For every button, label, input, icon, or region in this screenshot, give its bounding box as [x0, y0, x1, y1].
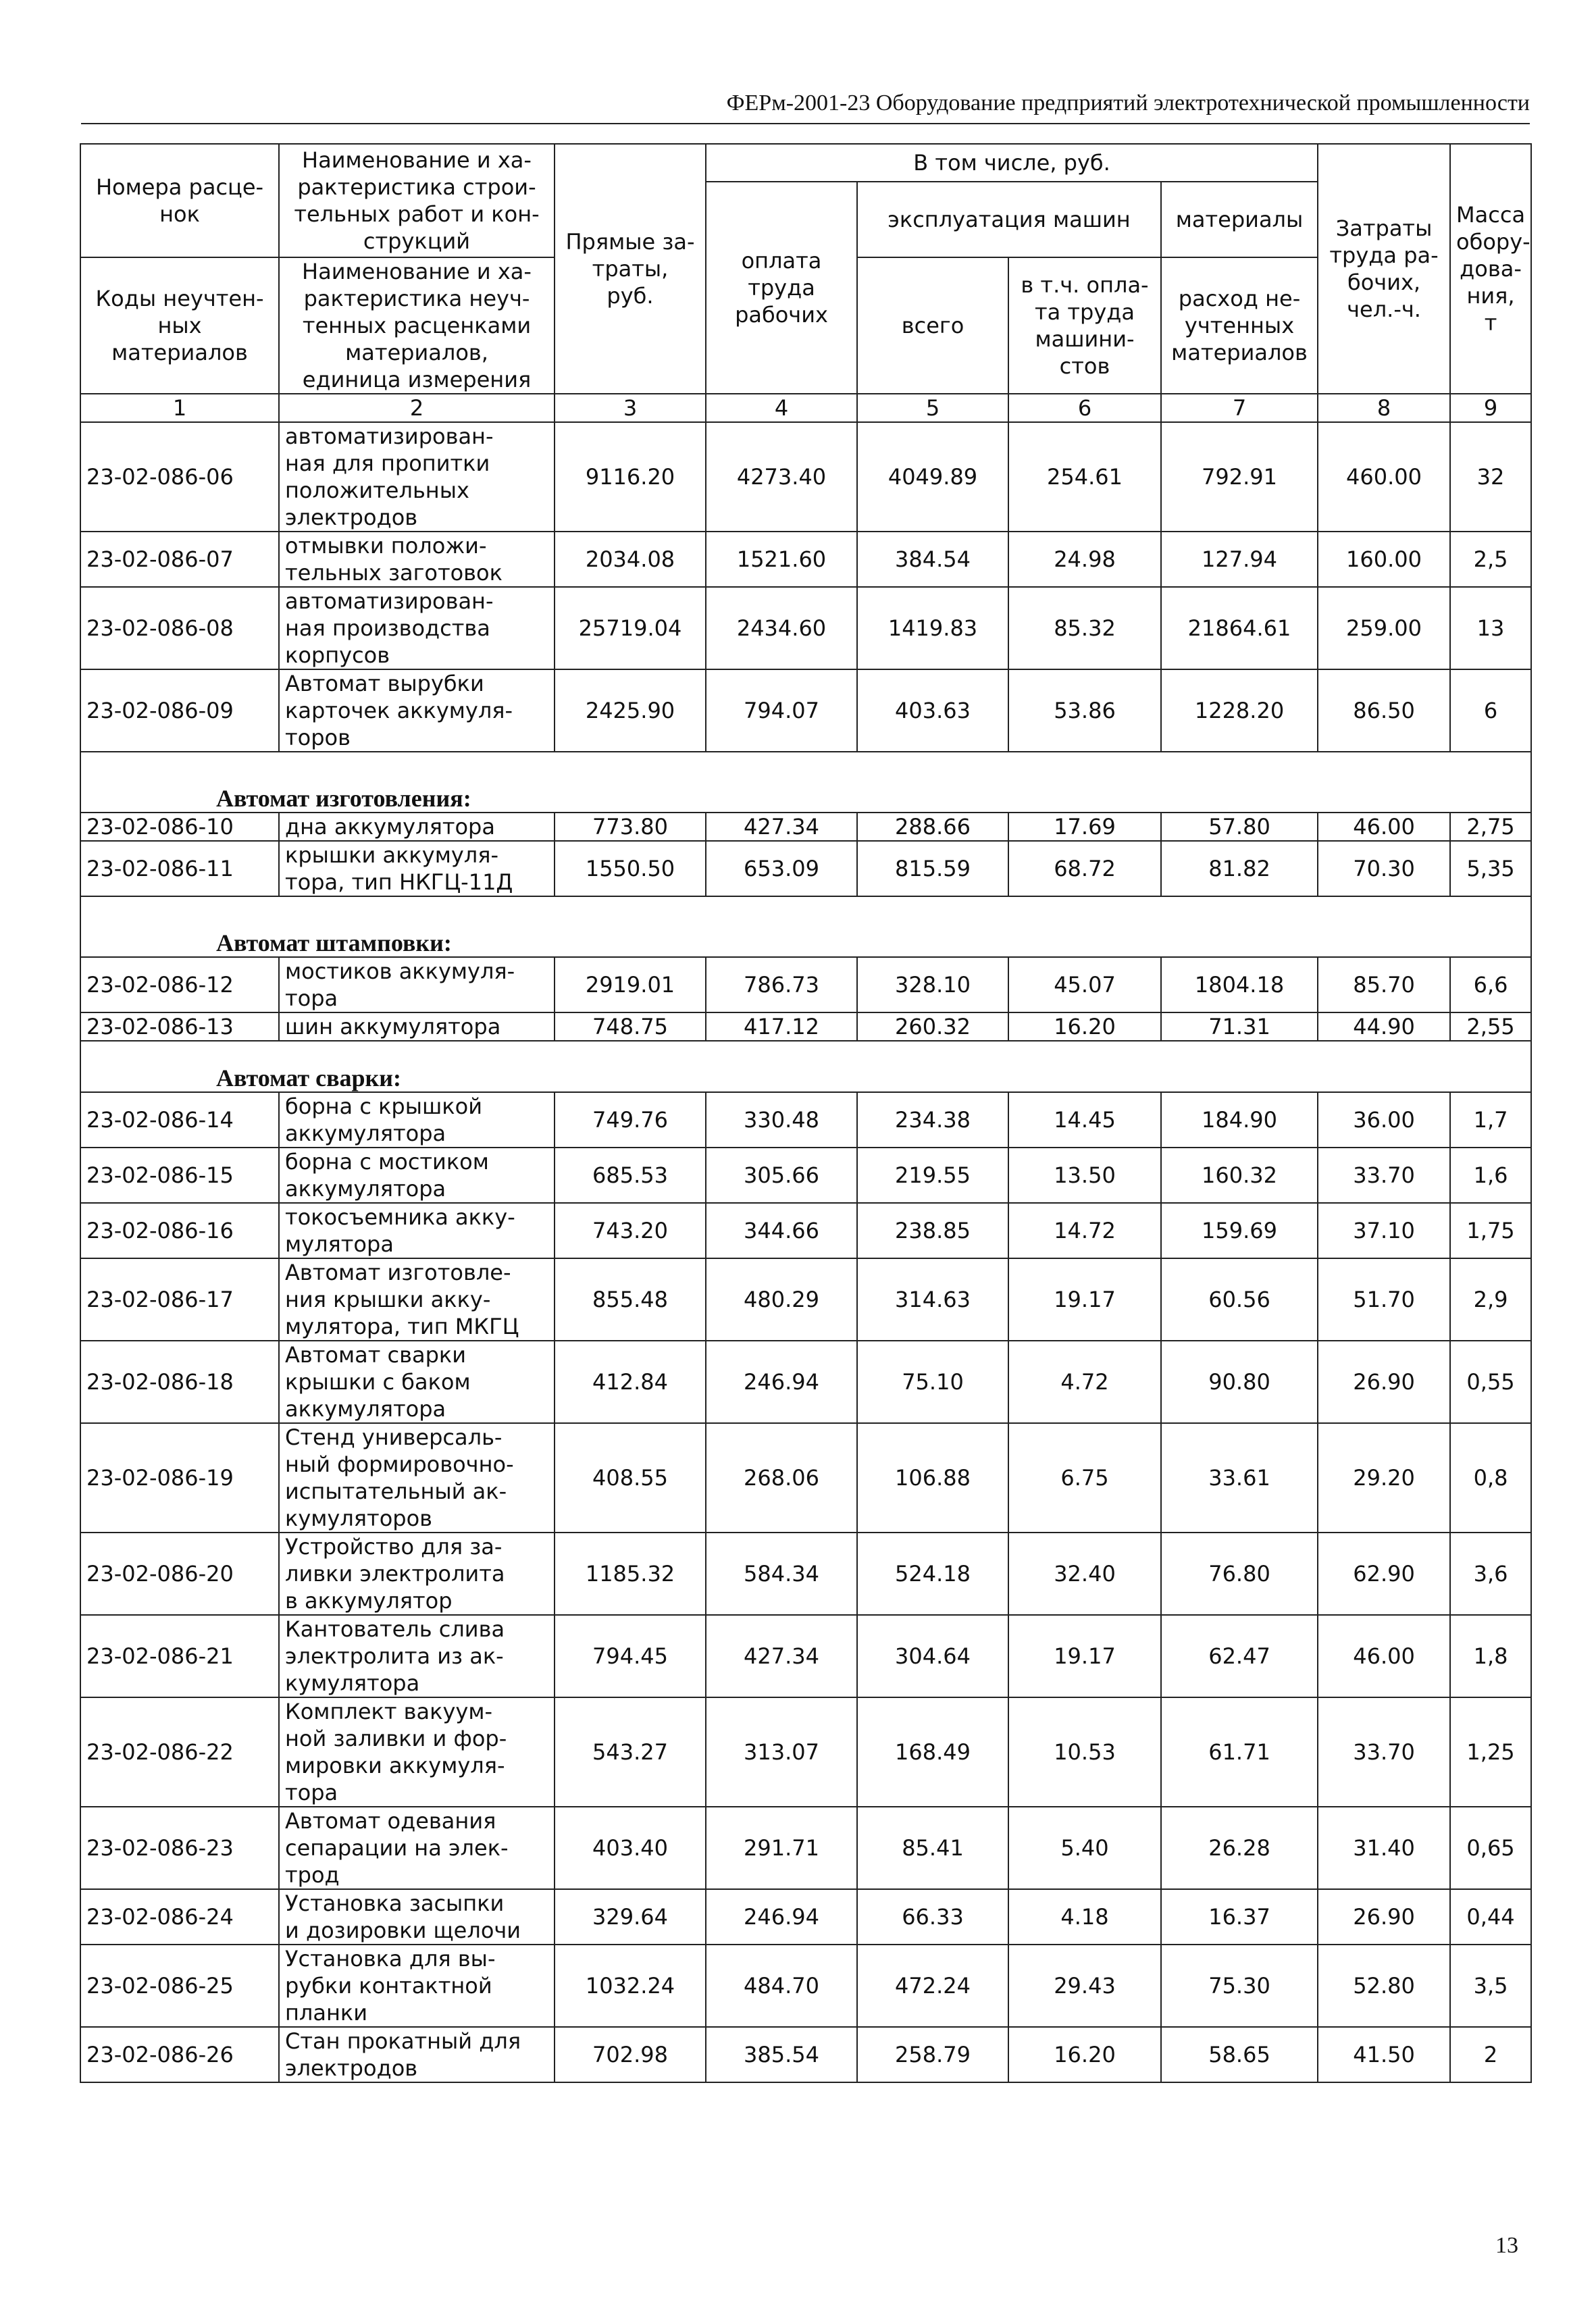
rate-code: 23-02-086-10 [80, 813, 279, 841]
workers-pay: 305.66 [706, 1148, 857, 1203]
workers-pay: 584.34 [706, 1533, 857, 1615]
table-row [80, 1697, 1531, 1807]
machines-total: 384.54 [857, 532, 1008, 587]
labor-cost: 44.90 [1318, 1012, 1450, 1041]
materials-cost: 16.37 [1161, 1889, 1318, 1945]
machines-total: 75.10 [857, 1341, 1008, 1423]
rate-name-line: кумулятора [285, 1670, 420, 1696]
rate-name-line: мировки аккумуля- [285, 1753, 505, 1778]
labor-cost: 46.00 [1318, 1615, 1450, 1697]
direct-costs: 1550.50 [555, 841, 706, 896]
rate-name [279, 1258, 555, 1341]
labor-cost: 36.00 [1318, 1092, 1450, 1148]
rate-code: 23-02-086-18 [80, 1341, 279, 1423]
materials-cost: 57.80 [1161, 813, 1318, 841]
machinists-pay: 68.72 [1008, 841, 1161, 896]
machines-total: 106.88 [857, 1423, 1008, 1533]
workers-pay: 385.54 [706, 2027, 857, 2082]
table-row [80, 957, 1531, 1012]
rows-group-d [80, 1092, 1531, 2082]
table-row [80, 1012, 1531, 1041]
direct-costs: 329.64 [555, 1889, 706, 1945]
rate-name-line: аккумулятора [285, 1121, 446, 1146]
direct-costs: 2425.90 [555, 669, 706, 752]
table-row [80, 1258, 1531, 1341]
rate-code: 23-02-086-23 [80, 1807, 279, 1889]
header-materials: материалы [1161, 182, 1318, 257]
machinists-pay: 85.32 [1008, 587, 1161, 669]
rate-name [279, 1697, 555, 1807]
header-material-codes: Коды неучтен- ных материалов [80, 257, 279, 394]
machines-total: 472.24 [857, 1945, 1008, 2027]
machinists-pay: 16.20 [1008, 2027, 1161, 2082]
machinists-pay: 14.45 [1008, 1092, 1161, 1148]
rate-code: 23-02-086-11 [80, 841, 279, 896]
rate-name-line: ной заливки и фор- [285, 1726, 507, 1751]
rate-code: 23-02-086-26 [80, 2027, 279, 2082]
header-machinists-pay: в т.ч. опла- та труда машини- стов [1008, 257, 1161, 394]
rate-name-line: аккумулятора [285, 1176, 446, 1202]
direct-costs: 685.53 [555, 1148, 706, 1203]
rate-name-line: в аккумулятор [285, 1588, 453, 1614]
direct-costs: 743.20 [555, 1203, 706, 1258]
workers-pay: 313.07 [706, 1697, 857, 1807]
materials-cost: 33.61 [1161, 1423, 1318, 1533]
page-title: ФЕРм-2001-23 Оборудование предприятий электротехнической промышленности [726, 91, 1530, 115]
rate-name-line: Стенд универсаль- [285, 1424, 503, 1450]
rate-name-line: Автомат вырубки [285, 671, 484, 696]
direct-costs: 412.84 [555, 1341, 706, 1423]
rate-name-line: электродов [285, 2055, 418, 2081]
labor-cost: 259.00 [1318, 587, 1450, 669]
direct-costs: 403.40 [555, 1807, 706, 1889]
machinists-pay: 254.61 [1008, 422, 1161, 532]
rate-name-line: тора, тип НКГЦ-11Д [285, 869, 513, 895]
equipment-mass: 6,6 [1450, 957, 1531, 1012]
machines-total: 304.64 [857, 1615, 1008, 1697]
equipment-mass: 0,55 [1450, 1341, 1531, 1423]
rate-name-line: Устройство для за- [285, 1534, 503, 1560]
direct-costs: 702.98 [555, 2027, 706, 2082]
rate-name-line: карточек аккумуля- [285, 698, 513, 723]
machines-total: 219.55 [857, 1148, 1008, 1203]
table-row [80, 422, 1531, 532]
rate-name-line: автоматизирован- [285, 423, 494, 449]
rate-name-line: крышки аккумуля- [285, 842, 499, 868]
equipment-mass: 2,55 [1450, 1012, 1531, 1041]
rate-code: 23-02-086-25 [80, 1945, 279, 2027]
machines-total: 1419.83 [857, 587, 1008, 669]
rate-name-line: мулятора [285, 1231, 394, 1257]
machines-total: 288.66 [857, 813, 1008, 841]
header-labor: Затраты труда ра- бочих, чел.-ч. [1318, 144, 1450, 394]
materials-cost: 160.32 [1161, 1148, 1318, 1203]
header-codes: Номера расце- нок [80, 144, 279, 257]
workers-pay: 484.70 [706, 1945, 857, 2027]
section-heading: Автомат штамповки: [80, 896, 1531, 957]
labor-cost: 26.90 [1318, 1341, 1450, 1423]
header-workers-pay: оплата труда рабочих [706, 182, 857, 394]
rate-name [279, 422, 555, 532]
rate-name [279, 841, 555, 896]
direct-costs: 2034.08 [555, 532, 706, 587]
rate-name [279, 1615, 555, 1697]
table-row [80, 1945, 1531, 2027]
rate-name-line: рубки контактной [285, 1973, 492, 1999]
rate-name-line: мулятора, тип МКГЦ [285, 1314, 519, 1339]
rate-name [279, 1889, 555, 1945]
rate-name [279, 1423, 555, 1533]
direct-costs: 855.48 [555, 1258, 706, 1341]
equipment-mass: 3,5 [1450, 1945, 1531, 2027]
rate-name-line: автоматизирован- [285, 588, 494, 614]
rate-name-line: тора [285, 1780, 338, 1805]
rate-name-line: Стан прокатный для [285, 2028, 521, 2054]
labor-cost: 33.70 [1318, 1148, 1450, 1203]
rate-name-line: испытательный ак- [285, 1479, 507, 1504]
rate-name-line: кумуляторов [285, 1506, 433, 1531]
header-incl: В том числе, руб. [706, 144, 1318, 182]
rate-code: 23-02-086-12 [80, 957, 279, 1012]
rate-name-line: корпусов [285, 642, 390, 668]
rate-name-line: ная производства [285, 615, 490, 641]
direct-costs: 1032.24 [555, 1945, 706, 2027]
equipment-mass: 1,8 [1450, 1615, 1531, 1697]
rate-name-line: дна аккумулятора [285, 814, 495, 840]
table-row [80, 1092, 1531, 1148]
labor-cost: 52.80 [1318, 1945, 1450, 2027]
rate-name-line: Установка для вы- [285, 1946, 496, 1972]
materials-cost: 76.80 [1161, 1533, 1318, 1615]
direct-costs: 749.76 [555, 1092, 706, 1148]
rate-code: 23-02-086-19 [80, 1423, 279, 1533]
workers-pay: 330.48 [706, 1092, 857, 1148]
rate-name [279, 532, 555, 587]
rate-name-line: шин аккумулятора [285, 1014, 501, 1039]
rate-code: 23-02-086-07 [80, 532, 279, 587]
equipment-mass: 1,75 [1450, 1203, 1531, 1258]
machines-total: 815.59 [857, 841, 1008, 896]
rate-name-line: мостиков аккумуля- [285, 958, 515, 984]
machinists-pay: 45.07 [1008, 957, 1161, 1012]
rate-name-line: отмывки положи- [285, 533, 487, 559]
workers-pay: 786.73 [706, 957, 857, 1012]
table-row [80, 1203, 1531, 1258]
rate-code: 23-02-086-14 [80, 1092, 279, 1148]
header-machines-total: всего [857, 257, 1008, 394]
equipment-mass: 2 [1450, 2027, 1531, 2082]
rate-code: 23-02-086-16 [80, 1203, 279, 1258]
machinists-pay: 53.86 [1008, 669, 1161, 752]
materials-cost: 60.56 [1161, 1258, 1318, 1341]
rate-name-line: положительных [285, 478, 469, 503]
labor-cost: 37.10 [1318, 1203, 1450, 1258]
rate-name-line: сепарации на элек- [285, 1835, 509, 1861]
rate-code: 23-02-086-13 [80, 1012, 279, 1041]
machines-total: 403.63 [857, 669, 1008, 752]
materials-cost: 62.47 [1161, 1615, 1318, 1697]
machinists-pay: 24.98 [1008, 532, 1161, 587]
rate-name-line: ная для пропитки [285, 451, 490, 476]
table-row [80, 1807, 1531, 1889]
materials-cost: 1228.20 [1161, 669, 1318, 752]
rate-name-line: электродов [285, 505, 418, 530]
direct-costs: 748.75 [555, 1012, 706, 1041]
workers-pay: 246.94 [706, 1341, 857, 1423]
header-direct-costs: Прямые за- траты, руб. [555, 144, 706, 394]
rate-name-line: ный формировочно- [285, 1451, 514, 1477]
rate-name [279, 1092, 555, 1148]
rate-name [279, 1012, 555, 1041]
table-row [80, 2027, 1531, 2082]
header-material-name: Наименование и ха- рактеристика неуч- тенных расценками материалов, единица измерения [279, 257, 555, 394]
labor-cost: 41.50 [1318, 2027, 1450, 2082]
rate-code: 23-02-086-15 [80, 1148, 279, 1203]
direct-costs: 543.27 [555, 1697, 706, 1807]
materials-cost: 58.65 [1161, 2027, 1318, 2082]
table-row [80, 841, 1531, 896]
table-row [80, 1533, 1531, 1615]
equipment-mass: 2,9 [1450, 1258, 1531, 1341]
workers-pay: 480.29 [706, 1258, 857, 1341]
rate-name-line: тельных заготовок [285, 560, 503, 586]
page-header [81, 89, 1530, 124]
machinists-pay: 29.43 [1008, 1945, 1161, 2027]
workers-pay: 417.12 [706, 1012, 857, 1041]
machinists-pay: 13.50 [1008, 1148, 1161, 1203]
machinists-pay: 14.72 [1008, 1203, 1161, 1258]
equipment-mass: 3,6 [1450, 1533, 1531, 1615]
rate-name [279, 1148, 555, 1203]
machines-total: 258.79 [857, 2027, 1008, 2082]
materials-cost: 71.31 [1161, 1012, 1318, 1041]
rate-code: 23-02-086-09 [80, 669, 279, 752]
table-row [80, 1423, 1531, 1533]
table-row [80, 1148, 1531, 1203]
workers-pay: 427.34 [706, 813, 857, 841]
rate-name [279, 1533, 555, 1615]
header-name: Наименование и ха- рактеристика строи- тельных работ и кон- струкций [279, 144, 555, 257]
rate-name-line: борна с крышкой [285, 1094, 482, 1119]
rate-code: 23-02-086-08 [80, 587, 279, 669]
equipment-mass: 2,75 [1450, 813, 1531, 841]
rate-name [279, 1945, 555, 2027]
labor-cost: 29.20 [1318, 1423, 1450, 1533]
rate-name [279, 669, 555, 752]
machinists-pay: 4.18 [1008, 1889, 1161, 1945]
rate-name-line: Автомат одевания [285, 1808, 496, 1834]
rate-code: 23-02-086-17 [80, 1258, 279, 1341]
rate-name-line: трод [285, 1862, 340, 1888]
equipment-mass: 5,35 [1450, 841, 1531, 896]
workers-pay: 427.34 [706, 1615, 857, 1697]
workers-pay: 268.06 [706, 1423, 857, 1533]
materials-cost: 184.90 [1161, 1092, 1318, 1148]
machinists-pay: 4.72 [1008, 1341, 1161, 1423]
rate-code: 23-02-086-21 [80, 1615, 279, 1697]
direct-costs: 794.45 [555, 1615, 706, 1697]
rate-name [279, 587, 555, 669]
machines-total: 234.38 [857, 1092, 1008, 1148]
machinists-pay: 10.53 [1008, 1697, 1161, 1807]
rate-name-line: крышки с баком [285, 1369, 471, 1395]
rate-name-line: торов [285, 725, 351, 750]
labor-cost: 51.70 [1318, 1258, 1450, 1341]
labor-cost: 33.70 [1318, 1697, 1450, 1807]
labor-cost: 31.40 [1318, 1807, 1450, 1889]
labor-cost: 86.50 [1318, 669, 1450, 752]
rate-name-line: токосъемника акку- [285, 1204, 515, 1230]
rate-name-line: Кантователь слива [285, 1616, 505, 1642]
direct-costs: 9116.20 [555, 422, 706, 532]
rate-name-line: ливки электролита [285, 1561, 505, 1587]
equipment-mass: 1,25 [1450, 1697, 1531, 1807]
labor-cost: 46.00 [1318, 813, 1450, 841]
table-row [80, 813, 1531, 841]
equipment-mass: 2,5 [1450, 532, 1531, 587]
rate-name [279, 813, 555, 841]
equipment-mass: 1,7 [1450, 1092, 1531, 1148]
machinists-pay: 19.17 [1008, 1258, 1161, 1341]
rate-code: 23-02-086-22 [80, 1697, 279, 1807]
direct-costs: 773.80 [555, 813, 706, 841]
rows-group-b [80, 813, 1531, 896]
workers-pay: 344.66 [706, 1203, 857, 1258]
materials-cost: 159.69 [1161, 1203, 1318, 1258]
rate-name-line: Автомат сварки [285, 1342, 467, 1368]
machinists-pay: 17.69 [1008, 813, 1161, 841]
machines-total: 66.33 [857, 1889, 1008, 1945]
materials-cost: 26.28 [1161, 1807, 1318, 1889]
equipment-mass: 13 [1450, 587, 1531, 669]
materials-cost: 127.94 [1161, 532, 1318, 587]
table-row [80, 587, 1531, 669]
rows-group-a [80, 422, 1531, 752]
rate-name-line: и дозировки щелочи [285, 1918, 521, 1943]
labor-cost: 160.00 [1318, 532, 1450, 587]
materials-cost: 21864.61 [1161, 587, 1318, 669]
workers-pay: 794.07 [706, 669, 857, 752]
materials-cost: 81.82 [1161, 841, 1318, 896]
rate-name-line: электролита из ак- [285, 1643, 504, 1669]
materials-cost: 792.91 [1161, 422, 1318, 532]
machines-total: 238.85 [857, 1203, 1008, 1258]
header-mass: Масса обору- дова- ния, т [1450, 144, 1531, 394]
equipment-mass: 1,6 [1450, 1148, 1531, 1203]
rate-code: 23-02-086-20 [80, 1533, 279, 1615]
machines-total: 260.32 [857, 1012, 1008, 1041]
table-row [80, 1615, 1531, 1697]
table-row [80, 1889, 1531, 1945]
rate-name [279, 1203, 555, 1258]
materials-cost: 1804.18 [1161, 957, 1318, 1012]
machines-total: 328.10 [857, 957, 1008, 1012]
labor-cost: 85.70 [1318, 957, 1450, 1012]
section-heading: Автомат сварки: [80, 1041, 1531, 1092]
equipment-mass: 0,65 [1450, 1807, 1531, 1889]
rate-name [279, 1807, 555, 1889]
machinists-pay: 6.75 [1008, 1423, 1161, 1533]
rates-table [80, 143, 1532, 2083]
rate-name-line: тора [285, 985, 338, 1011]
labor-cost: 26.90 [1318, 1889, 1450, 1945]
header-materials-consumption: расход не- учтенных материалов [1161, 257, 1318, 394]
rate-name-line: ния крышки акку- [285, 1287, 491, 1312]
equipment-mass: 6 [1450, 669, 1531, 752]
direct-costs: 408.55 [555, 1423, 706, 1533]
workers-pay: 653.09 [706, 841, 857, 896]
machinists-pay: 16.20 [1008, 1012, 1161, 1041]
materials-cost: 61.71 [1161, 1697, 1318, 1807]
machinists-pay: 19.17 [1008, 1615, 1161, 1697]
machines-total: 168.49 [857, 1697, 1008, 1807]
column-numbers-row: 1 2 3 4 5 6 7 8 9 [80, 394, 1531, 422]
equipment-mass: 32 [1450, 422, 1531, 532]
section-heading: Автомат изготовления: [80, 752, 1531, 813]
machines-total: 524.18 [857, 1533, 1008, 1615]
machines-total: 4049.89 [857, 422, 1008, 532]
header-machines: эксплуатация машин [857, 182, 1161, 257]
workers-pay: 2434.60 [706, 587, 857, 669]
rate-name [279, 957, 555, 1012]
page-number: 13 [1495, 2233, 1518, 2258]
machines-total: 85.41 [857, 1807, 1008, 1889]
direct-costs: 25719.04 [555, 587, 706, 669]
table-row [80, 532, 1531, 587]
table-row [80, 1341, 1531, 1423]
labor-cost: 70.30 [1318, 841, 1450, 896]
table-row [80, 669, 1531, 752]
labor-cost: 460.00 [1318, 422, 1450, 532]
rows-group-c [80, 957, 1531, 1041]
direct-costs: 2919.01 [555, 957, 706, 1012]
rate-name [279, 1341, 555, 1423]
materials-cost: 90.80 [1161, 1341, 1318, 1423]
rate-name-line: аккумулятора [285, 1396, 446, 1422]
machines-total: 314.63 [857, 1258, 1008, 1341]
equipment-mass: 0,8 [1450, 1423, 1531, 1533]
rate-code: 23-02-086-06 [80, 422, 279, 532]
materials-cost: 75.30 [1161, 1945, 1318, 2027]
workers-pay: 246.94 [706, 1889, 857, 1945]
rate-name-line: Установка засыпки [285, 1891, 505, 1916]
equipment-mass: 0,44 [1450, 1889, 1531, 1945]
rate-name [279, 2027, 555, 2082]
machinists-pay: 32.40 [1008, 1533, 1161, 1615]
workers-pay: 291.71 [706, 1807, 857, 1889]
labor-cost: 62.90 [1318, 1533, 1450, 1615]
workers-pay: 1521.60 [706, 532, 857, 587]
rate-name-line: борна с мостиком [285, 1149, 489, 1175]
machinists-pay: 5.40 [1008, 1807, 1161, 1889]
rate-name-line: Автомат изготовле- [285, 1260, 511, 1285]
direct-costs: 1185.32 [555, 1533, 706, 1615]
rate-name-line: Комплект вакуум- [285, 1699, 492, 1724]
rate-code: 23-02-086-24 [80, 1889, 279, 1945]
workers-pay: 4273.40 [706, 422, 857, 532]
rate-name-line: планки [285, 2000, 368, 2026]
